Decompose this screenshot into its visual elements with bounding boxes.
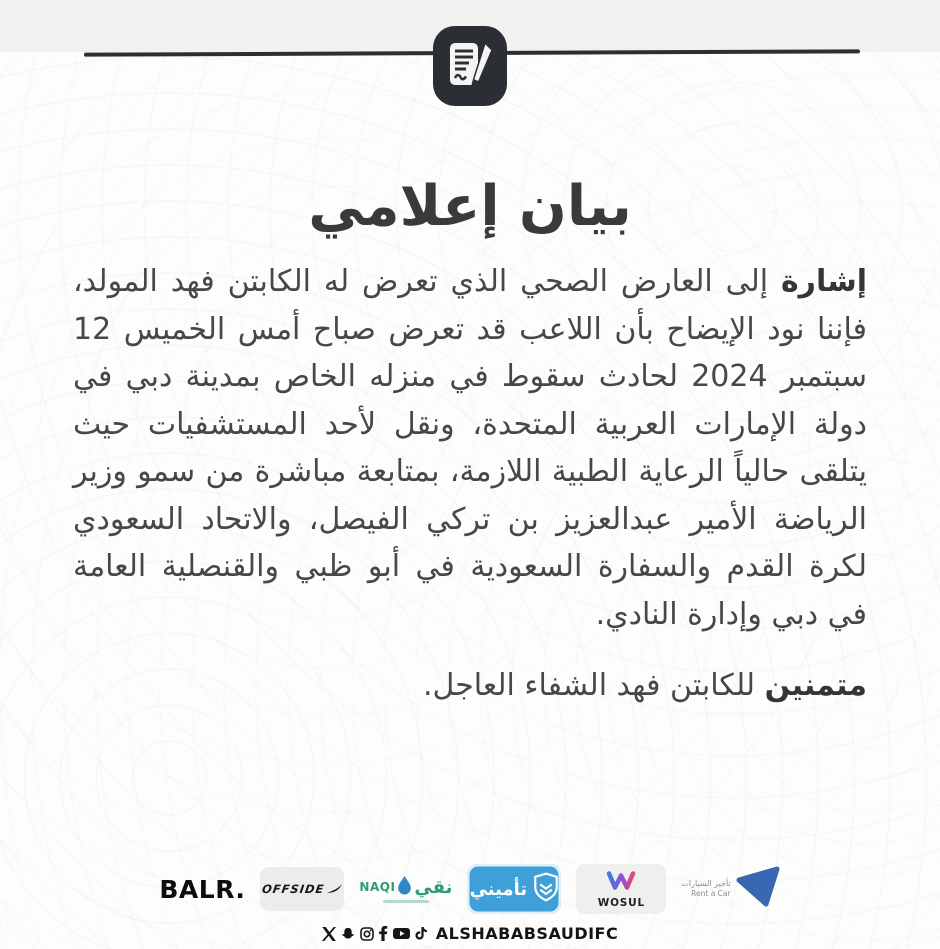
club-social-handle[interactable]: ALSHABABSAUDIFC — [435, 924, 619, 943]
tameeni-shield-icon — [533, 872, 559, 906]
wosul-wordmark: WOSUL — [597, 896, 645, 909]
instagram-icon[interactable] — [360, 927, 374, 941]
naqi-wordmark-row — [359, 876, 452, 899]
sponsor-wosul-logo — [576, 864, 666, 914]
tiktok-icon[interactable] — [415, 926, 428, 941]
statement-badge — [433, 26, 507, 106]
statement-title: بيان إعلامي — [308, 173, 632, 239]
sponsor-balr-logo: BALR. — [159, 874, 246, 904]
snapchat-icon[interactable] — [341, 927, 355, 941]
statement-body — [73, 258, 867, 710]
theeb-triangle-icon — [735, 866, 781, 912]
wosul-w-icon — [606, 870, 636, 895]
footer-social-row — [0, 924, 940, 943]
naqi-latin-wordmark: NAQI — [359, 880, 396, 894]
sponsor-offside-logo — [260, 867, 344, 911]
naqi-tagline — [383, 900, 429, 903]
tameeni-wordmark: تأميني — [469, 878, 528, 900]
closing-text: للكابتن فهد الشفاء العاجل. — [422, 668, 765, 703]
document-pencil-icon — [448, 40, 492, 92]
naqi-arabic-wordmark: نقي — [414, 876, 453, 898]
offside-feather-icon — [326, 880, 343, 899]
statement-paragraph — [73, 258, 867, 638]
youtube-icon[interactable] — [393, 927, 410, 940]
paragraph-text: إلى العارض الصحي الذي تعرض له الكابتن فهد المولد، فإننا نود الإيضاح بأن اللاعب قد تعرض صباح أمس الخميس 12 سبتمبر 2024 لحادث سقوط في منزله الخاص بمدينة دبي في دولة الإمارات العربية المتحدة، ونقل لأحد المستشفيات حيث يتلقى حالياً الرعاية الطبية اللازمة، بمتابعة مباشرة من سمو وزير الرياضة الأمير عبدالعزيز بن تركي الفيصل، والاتحاد السعودي لكرة القدم والسفارة السعودية في أبو ظبي والقنصلية العامة في دبي وإدارة النادي. — [73, 264, 867, 632]
sponsor-theeb-logo — [681, 866, 780, 912]
paragraph-lead-word: إشارة — [780, 264, 867, 299]
offside-wordmark: OFFSIDE — [260, 882, 326, 896]
theeb-caption — [681, 879, 730, 898]
naqi-water-drop-icon — [397, 876, 412, 899]
sponsor-naqi-logo — [359, 876, 452, 903]
sponsors-row — [0, 864, 940, 914]
theeb-english-caption: Rent a Car — [691, 889, 731, 899]
theeb-arabic-caption: تأجير السيارات — [681, 879, 731, 889]
x-icon[interactable] — [322, 927, 336, 941]
closing-lead-word: متمنين — [764, 668, 867, 703]
sponsor-tameeni-logo — [467, 864, 561, 914]
statement-closing — [73, 662, 867, 710]
facebook-icon[interactable] — [379, 926, 388, 941]
